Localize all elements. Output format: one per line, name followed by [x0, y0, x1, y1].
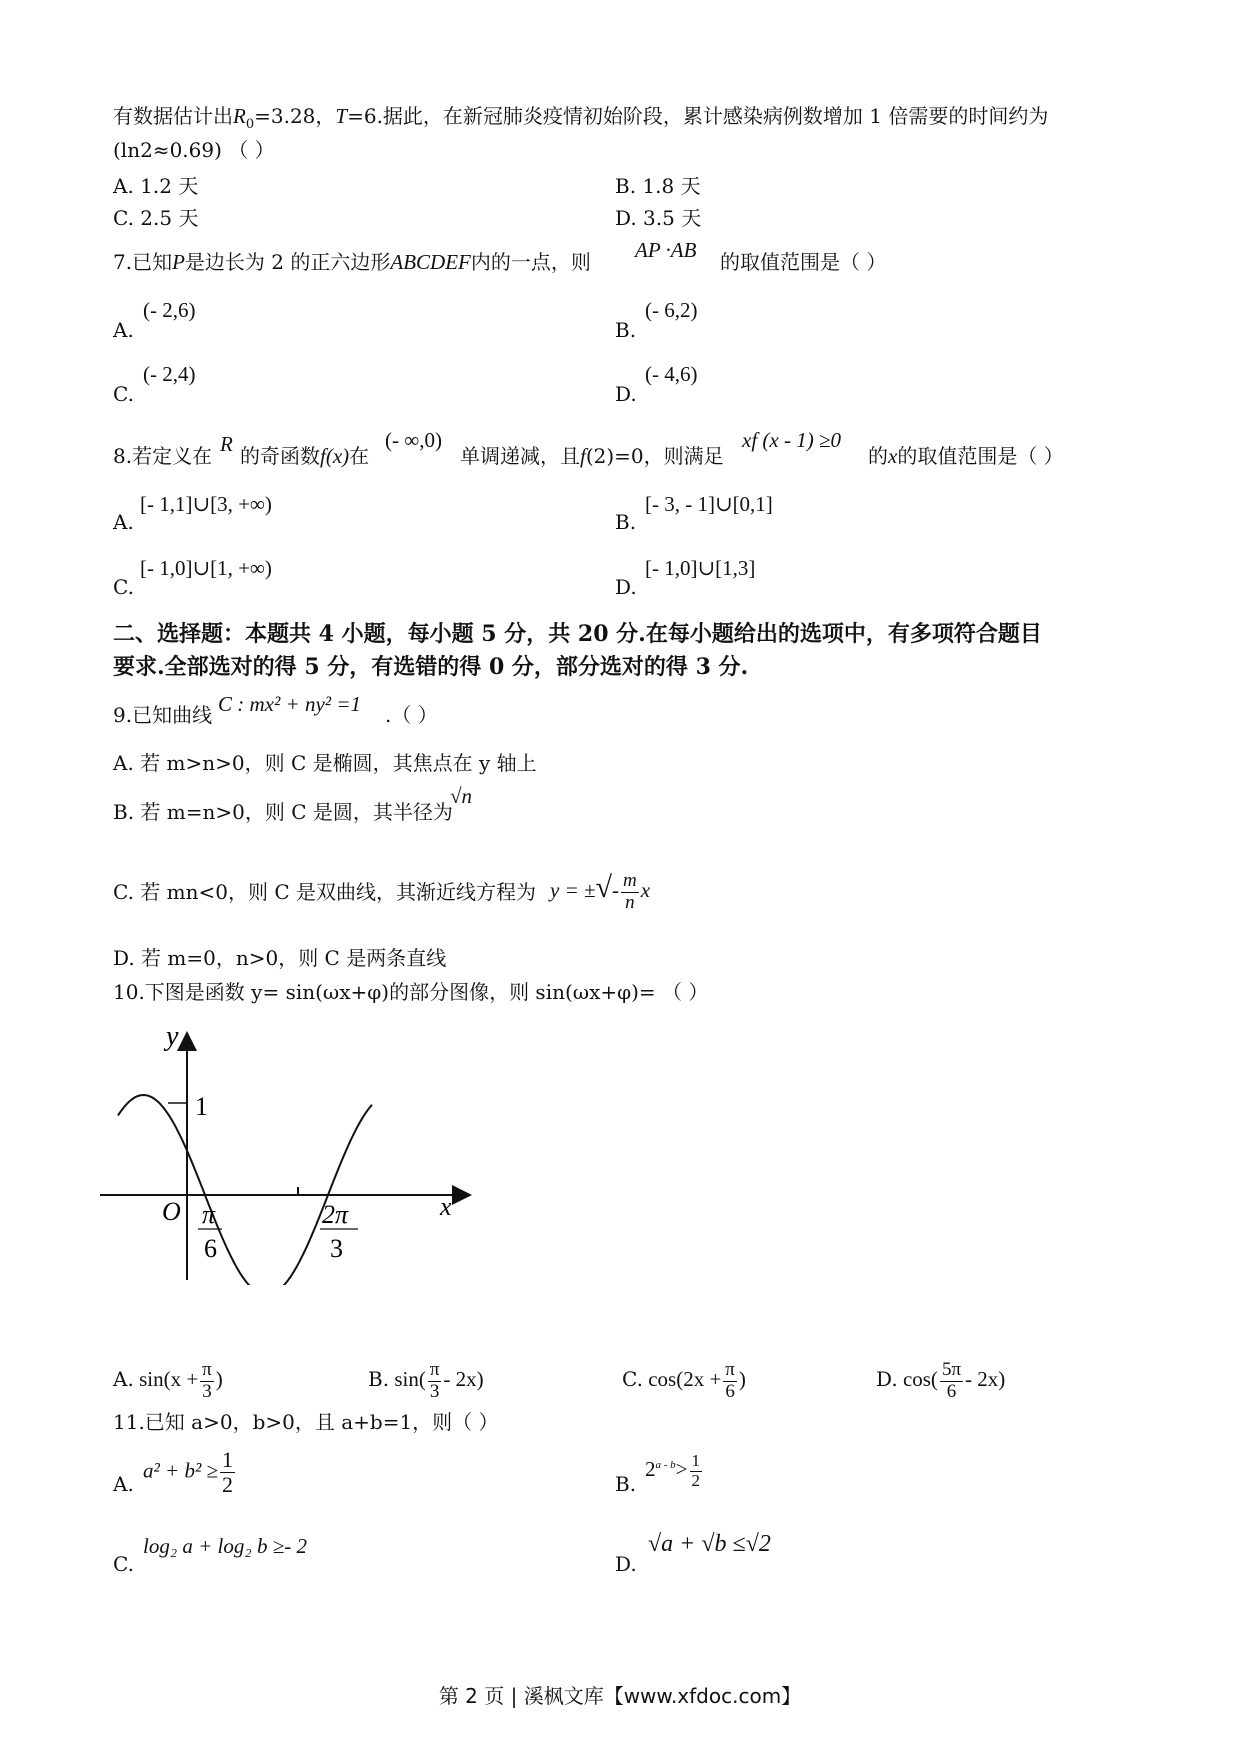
q11-a-frac — [220, 1448, 235, 1497]
q8-f2: f — [580, 444, 586, 468]
q8-stem-d — [868, 444, 1064, 469]
q10-option-a — [113, 1360, 223, 1403]
q7-label-a: A. — [113, 318, 134, 342]
q9-c-sqrt: √ — [595, 871, 612, 904]
q7-value-a: (- 2,6) — [143, 298, 196, 322]
q9-c-num: m — [623, 869, 637, 891]
q10-b-den: 3 — [429, 1380, 440, 1402]
q10-b-pre: sin( — [394, 1367, 426, 1392]
q11-label-a: A. — [113, 1472, 134, 1496]
q11-b-gt: > — [675, 1457, 688, 1481]
q8-text-b: 的奇函数 — [240, 444, 320, 468]
q8-text-e: (2)=0，则满足 — [585, 444, 724, 468]
q10-c-frac — [723, 1360, 737, 1403]
q9-c-x: x — [640, 878, 651, 902]
q7-P: P — [172, 250, 185, 274]
q11-stem: 11.已知 a>0，b>0，且 a+b=1，则（ ） — [113, 1410, 499, 1434]
q9-option-b-expr: √n — [450, 784, 473, 808]
q8-label-d: D. — [615, 575, 637, 599]
q11-label-b: B. — [615, 1472, 637, 1496]
q8-value-d: [- 1,0]∪[1,3] — [645, 556, 756, 580]
q8-value-b: [- 3, - 1]∪[0,1] — [645, 492, 773, 516]
q8-text-c: 在 — [349, 444, 370, 468]
q11-a-expr: a² + b² ≥ — [143, 1458, 219, 1483]
q6-text-c: =6.据此，在新冠肺炎疫情初始阶段，累计感染病例数增加 1 倍需要的时间约为 — [347, 104, 1049, 128]
q10-graph — [100, 1015, 480, 1285]
q6-option-a: A. 1.2 天 — [113, 174, 199, 198]
q10-c-num: π — [725, 1359, 735, 1380]
q10-x-label: x — [440, 1192, 452, 1221]
q6-R: R — [233, 104, 246, 128]
q8-text-a: 8.若定义在 — [113, 444, 213, 468]
q11-option-d: √a + √b ≤√2 — [648, 1531, 771, 1557]
q10-b-label: B. — [368, 1367, 390, 1392]
q6-T: T — [335, 104, 348, 128]
q7-text-c: 内的一点，则 — [470, 250, 591, 274]
q7-value-b: (- 6,2) — [645, 298, 698, 322]
q11-b-base: 2 — [645, 1457, 656, 1481]
q8-label-b: B. — [615, 510, 637, 534]
q10-six-label: 6 — [204, 1234, 217, 1263]
q7-text-b: 是边长为 2 的正六边形 — [184, 250, 391, 274]
q7-label-d: D. — [615, 382, 637, 406]
q7-text-d: 的取值范围是（ ） — [720, 250, 887, 274]
q10-a-pre: sin(x + — [139, 1367, 199, 1392]
q7-text-a: 7.已知 — [113, 250, 173, 274]
q10-d-label: D. — [876, 1367, 898, 1392]
q6-line1 — [113, 104, 1048, 133]
q8-text-f: 的 — [868, 444, 888, 468]
q9-option-b-text: B. 若 m=n>0，则 C 是圆，其半径为 — [113, 800, 453, 824]
q7-value-c: (- 2,4) — [143, 362, 196, 386]
q9-text-b: .（ ） — [385, 703, 438, 727]
q10-option-b — [368, 1360, 484, 1403]
q7-expression: AP ·AB — [635, 238, 697, 262]
q10-d-post: - 2x) — [965, 1367, 1006, 1392]
q8-stem-b — [240, 444, 369, 469]
q10-a-post: ) — [215, 1367, 223, 1392]
section2-heading-line2: 要求.全部选对的得 5 分，有选错的得 0 分，部分选对的得 3 分. — [113, 654, 749, 680]
q9-c-den: n — [625, 891, 635, 913]
q10-d-pre: cos( — [902, 1367, 938, 1392]
q10-y-label: y — [166, 1021, 179, 1052]
q10-d-den: 6 — [946, 1380, 957, 1402]
q8-stem-c — [460, 444, 724, 469]
q10-c-post: ) — [738, 1367, 746, 1392]
q10-b-post: - 2x) — [443, 1367, 484, 1392]
q9-text-a: 9.已知曲线 — [113, 703, 213, 727]
q10-option-d — [876, 1360, 1005, 1403]
q6-text-a: 有数据估计出 — [113, 104, 233, 128]
q11-b-den: 2 — [691, 1470, 701, 1490]
q10-option-c — [622, 1360, 746, 1403]
q11-option-c: log₂ a + log₂ b ≥- 2 — [143, 1534, 307, 1558]
q9-curve: C : mx² + ny² =1 — [218, 692, 361, 716]
q11-label-d: D. — [615, 1552, 637, 1576]
q9-option-c-expr: y = ±√- $\frac{m}{n}$ x — [550, 869, 651, 913]
q11-a-num: 1 — [222, 1447, 234, 1472]
q8-inequality: xf (x - 1) ≥0 — [742, 428, 841, 452]
q6-line2: (ln2≈0.69) （ ） — [113, 138, 275, 162]
q10-two-pi-label: 2π — [322, 1200, 349, 1229]
q10-b-num: π — [429, 1359, 440, 1380]
q6-option-b: B. 1.8 天 — [615, 174, 701, 198]
q9-option-d: D. 若 m=0，n>0，则 C 是两条直线 — [113, 946, 447, 970]
q8-value-c: [- 1,0]∪[1, +∞) — [140, 556, 272, 580]
q10-c-label: C. — [622, 1367, 643, 1392]
q10-b-frac — [428, 1360, 442, 1403]
q7-value-d: (- 4,6) — [645, 362, 698, 386]
q10-d-frac — [940, 1360, 963, 1403]
q10-a-den: 3 — [202, 1380, 212, 1402]
q6-option-d: D. 3.5 天 — [615, 206, 702, 230]
q8-label-c: C. — [113, 575, 134, 599]
q10-stem: 10.下图是函数 y= sin(ωx+φ)的部分图像，则 sin(ωx+φ)= （ ） — [113, 980, 709, 1004]
q10-a-num: π — [202, 1359, 212, 1380]
q8-text-d: 单调递减，且 — [460, 444, 580, 468]
q7-hexagon: ABCDEF — [390, 250, 471, 274]
q9-option-a: A. 若 m>n>0，则 C 是椭圆，其焦点在 y 轴上 — [113, 751, 537, 775]
q6-text-b: =3.28， — [254, 104, 336, 128]
q10-one-label: 1 — [195, 1092, 208, 1121]
q10-pi-label: π — [202, 1200, 216, 1229]
q8-interval: (- ∞,0) — [385, 428, 442, 452]
q10-origin-label: O — [162, 1197, 181, 1226]
q11-b-frac — [690, 1452, 703, 1490]
q7-label-c: C. — [113, 382, 134, 406]
q11-option-b — [645, 1452, 704, 1490]
q8-value-a: [- 1,1]∪[3, +∞) — [140, 492, 272, 516]
section2-heading-line1: 二、选择题：本题共 4 小题，每小题 5 分，共 20 分.在每小题给出的选项中，有多项符合题目 — [113, 621, 1042, 647]
q7-stem — [113, 250, 591, 275]
q10-a-label: A. — [113, 1367, 134, 1392]
q7-label-b: B. — [615, 318, 637, 342]
q8-stem-a — [113, 444, 212, 468]
q8-R: R — [220, 432, 233, 456]
q9-c-frac — [621, 871, 639, 914]
q10-c-pre: cos(2x + — [648, 1367, 722, 1392]
q9-c-y: y = ± — [550, 878, 596, 902]
q6-R-sub: 0 — [245, 117, 255, 132]
q11-b-num: 1 — [691, 1451, 701, 1470]
q8-fx: f(x) — [320, 444, 350, 468]
q11-option-a — [143, 1448, 237, 1497]
q8-label-a: A. — [113, 510, 134, 534]
q10-three-label: 3 — [330, 1234, 343, 1263]
q10-a-frac — [200, 1360, 214, 1403]
page-footer: 第 2 页 | 溪枫文库【www.xfdoc.com】 — [438, 1684, 802, 1708]
q8-text-g: 的取值范围是（ ） — [897, 444, 1064, 468]
q8-x: x — [888, 444, 898, 468]
q10-d-num: 5π — [941, 1359, 962, 1380]
q6-option-c: C. 2.5 天 — [113, 206, 199, 230]
q9-option-c-text: C. 若 mn<0，则 C 是双曲线，其渐近线方程为 — [113, 880, 537, 904]
q11-label-c: C. — [113, 1552, 134, 1576]
q11-b-exponent: a - b — [655, 1459, 676, 1471]
q10-c-den: 6 — [725, 1380, 735, 1402]
q11-a-den: 2 — [222, 1472, 234, 1498]
